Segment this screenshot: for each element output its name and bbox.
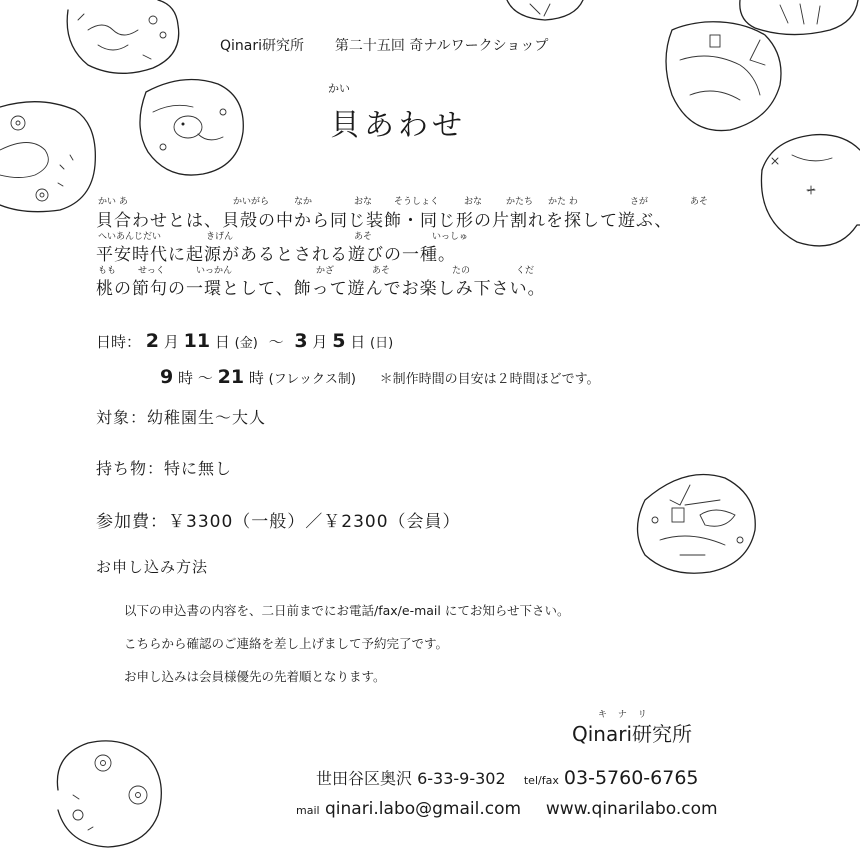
shell-illustration-right [752,130,860,250]
footer-address: 世田谷区奥沢 6-33-9-302 [316,769,506,788]
schedule-date: 日時： 2 月 11 日 (金) 〜 3 月 5 日 (日) [96,330,394,352]
footer-tel-label: tel/fax [523,774,559,787]
footer-org: Qinari研究所 [572,722,693,746]
schedule-label: 日時： [96,333,142,351]
apply-line1: 以下の申込書の内容を、二日前までにお電話/fax/e-mail にてお知らせ下さい。 [124,603,570,618]
shell-illustration-boat [630,460,760,580]
fee-text: 参加費：￥3300（一般）／￥2300（会員） [96,512,461,532]
shell-illustration-bottom-left [48,735,168,850]
footer-contact [316,766,699,789]
header-org: Qinari研究所 [220,38,305,54]
intro-line1: 貝合わせとは、貝殻の中から同じ装飾・同じ形の片割れを探して遊ぶ、 [96,211,673,231]
intro-line3: 桃の節句の一環として、飾って遊んでお楽しみ下さい。 [96,279,546,299]
footer-email[interactable]: qinari.labo@gmail.com [324,799,522,819]
belongings-text: 持ち物：特に無し [96,459,233,478]
shell-illustration-top-center [505,0,585,22]
footer-website[interactable]: www.qinarilabo.com [545,799,718,819]
apply-line3: お申し込みは会員様優先の先着順となります。 [124,669,386,684]
target-text: 対象：幼稚園生〜大人 [96,408,267,427]
schedule-time: 9 時 〜 21 時 (フレックス制) ＊制作時間の目安は２時間ほどです。 [160,366,600,388]
footer-org-ruby: キ ナ リ [598,710,651,720]
footer-tel: 03-5760-6765 [563,767,699,789]
shell-illustration-left [0,95,100,215]
footer-mail-label: mail [296,804,320,817]
header-line [220,35,548,55]
footer-web [296,799,718,819]
title-ruby: かい [328,82,350,95]
apply-heading: お申し込み方法 [96,558,209,576]
shell-illustration-bird [128,72,248,182]
header-workshop: 第二十五回 奇ナルワークショップ [334,38,549,54]
shell-illustration-top-left [58,0,188,80]
schedule-note: ＊制作時間の目安は２時間ほどです。 [379,372,600,387]
intro-line2: 平安時代に起源があるとされる遊びの一種。 [96,245,456,265]
page-title: 貝あわせ [330,108,466,143]
apply-line2: こちらから確認のご連絡を差し上げまして予約完了です。 [124,636,449,651]
shell-illustration-top-right [660,0,860,140]
